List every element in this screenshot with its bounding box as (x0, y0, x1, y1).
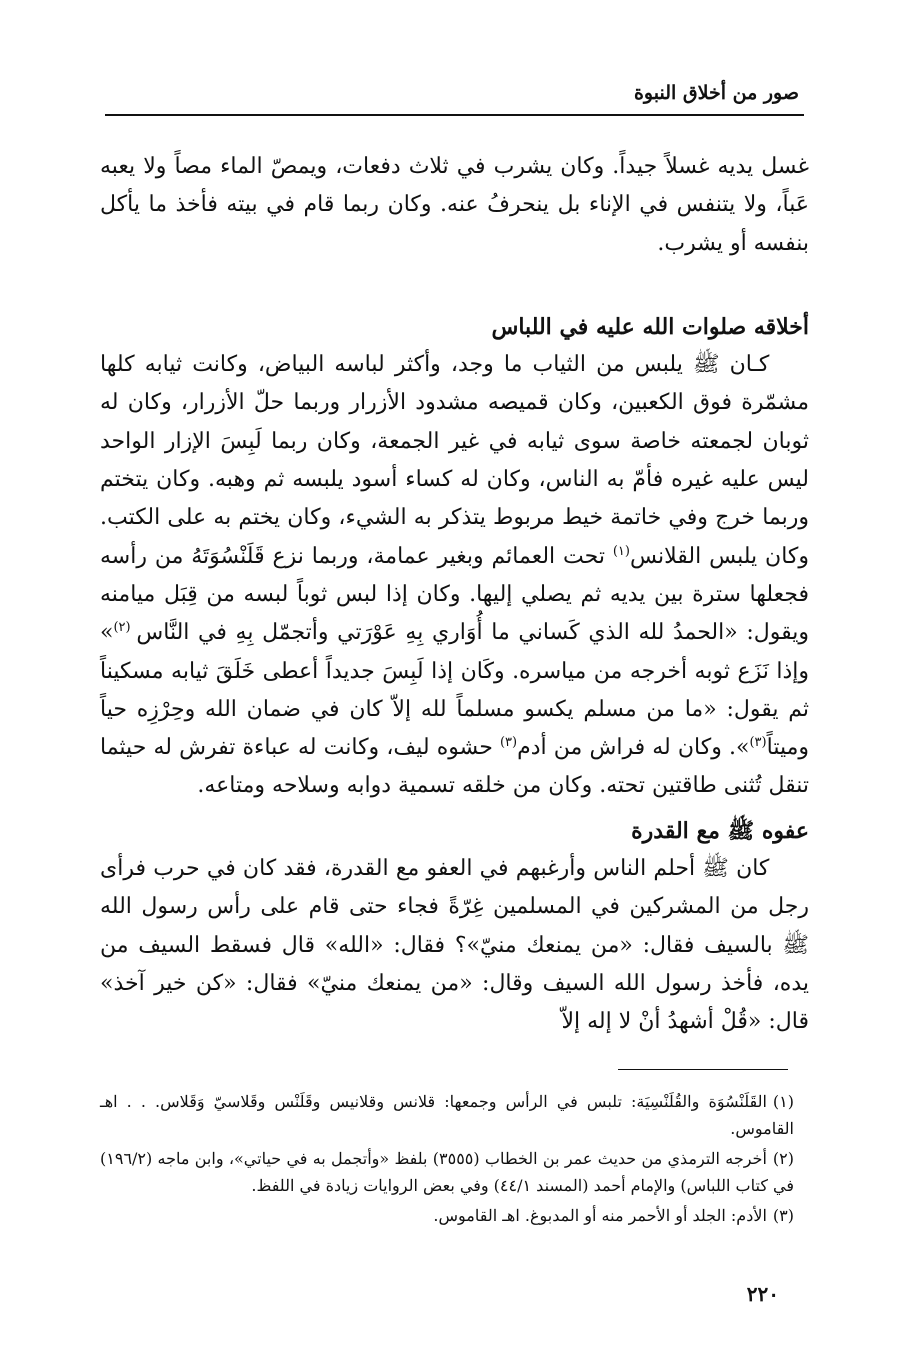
footnote-number: (٣) (772, 1206, 794, 1225)
footnote-ref-3b: (٣) (499, 735, 518, 751)
footnote-1 (100, 1088, 794, 1142)
footnote-rule (618, 1069, 788, 1070)
clothing-text-1: كـان ﷺ يلبس من الثياب ما وجد، وأكثر لباسه البياض، وكانت ثيابه كلها مشمّرة فوق الكعبين، وكان قميصه مشدود الأزرار وربما حلّ الأزرار، وكان له ثوبان لجمعته خاصة سوى ثيابه في غير الجمعة، وكان ربما لَبِسَ الإزار الواحد ليس عليه غيره فأمّ به الناس، وكان له كساء أسود يلبسه ثم وهبه. وكان يتختم وربما خرج وفي خاتمة خيط مربوط يتذكر به الشيء، وكان يختم به على الكتب. وكان يلبس القلانس (100, 352, 809, 569)
footnote-2 (100, 1145, 794, 1199)
running-head: صور من أخلاق النبوة (633, 82, 799, 104)
footnote-ref-2: (٢) (113, 620, 137, 636)
clothing-text-5: حشوه ليف، وكانت له عباءة تفرش له حيثما تنقل تُثنى طاقتين تحته. وكان من خلقه تسمية دوابه وسلاحه ومتاعه. (100, 735, 809, 799)
footnote-ref-3: (٣) (749, 735, 767, 751)
clothing-text-2: تحت العمائم وبغير عمامة، وربما نزع قَلَنْسُوَتَهُ من رأسه فجعلها سترة بين يديه ثم يصلي إليها. وكان إذا لبس ثوباً لبسه من قِبَل ميامنه ويقول: «الحمدُ لله الذي كَساني ما أُوَاري بِهِ عَوْرَتي وأتجمّل بِهِ في النَّاس (100, 543, 809, 646)
footnote-text: القَلَنْسُوَة والقُلَنْسِيَة: تلبس في الرأس وجمعها: قلانس وقلانيس وقَلَنْس وقَلاسيّ وَقَلاس. . . اهـ القاموس. (100, 1092, 794, 1138)
heading-forgiveness: عفوه ﷺ مع القدرة (631, 817, 809, 844)
header-rule (105, 114, 804, 116)
paragraph-eating: غسل يديه غسلاً جيداً. وكان يشرب في ثلاث دفعات، ويمصّ الماء مصاً ولا يعبه عَباً، ولا يتنفس في الإناء بل ينحرفُ عنه. وكان ربما قام في بيته فأخذ ما يأكل بنفسه أو يشرب. (100, 154, 809, 256)
paragraph-clothing (100, 346, 809, 806)
section-gap (100, 263, 809, 308)
footnotes (100, 1088, 794, 1232)
clothing-text-3: » وإذا نَزَع ثوبه أخرجه من مياسره. وكَان إذا لَبِسَ جديداً أعطى خَلَقَ ثيابه مسكيناً ثم يقول: «ما من مسلم يكسو مسلماً لله إلاّ كان في ضمان الله وحِرْزِه حياً وميتاً (100, 620, 809, 761)
clothing-text-4: ». وكان له فراش من أدم (517, 735, 750, 761)
footnote-number: (٢) (772, 1149, 794, 1168)
page-number: ٢٢٠ (746, 1282, 779, 1306)
body-text (100, 148, 809, 1042)
footnote-number: (١) (772, 1092, 794, 1111)
footnote-text: أخرجه الترمذي من حديث عمر بن الخطاب (٣٥٥٥) بلفظ «وأتجمل به في حياتي»، وابن ماجه (١٩٦/٢) في كتاب اللباس) والإمام أحمد (المسند ٤٤/١) وفي بعض الروايات زيادة في اللفظ. (100, 1149, 794, 1195)
footnote-ref-1: (١) (612, 543, 630, 559)
footnote-text: الأدم: الجلد أو الأحمر منه أو المدبوغ. اهـ القاموس. (433, 1206, 767, 1225)
footnote-3 (100, 1202, 794, 1229)
heading-clothing: أخلاقه صلوات الله عليه في اللباس (491, 313, 809, 340)
paragraph-forgiveness: كان ﷺ أحلم الناس وأرغبهم في العفو مع القدرة، فقد كان في حرب فرأى رجل من المشركين في المسلمين غِرّةً فجاء حتى قام على رأس رسول الله ﷺ بالسيف فقال: «من يمنعك منيّ»؟ فقال: «الله» قال فسقط السيف من يده، فأخذ رسول الله السيف وقال: «من يمنعك منيّ» فقال: «كن خير آخذ» قال: «قُلْ أشهدُ أنْ لا إله إلاّ (100, 856, 809, 1035)
